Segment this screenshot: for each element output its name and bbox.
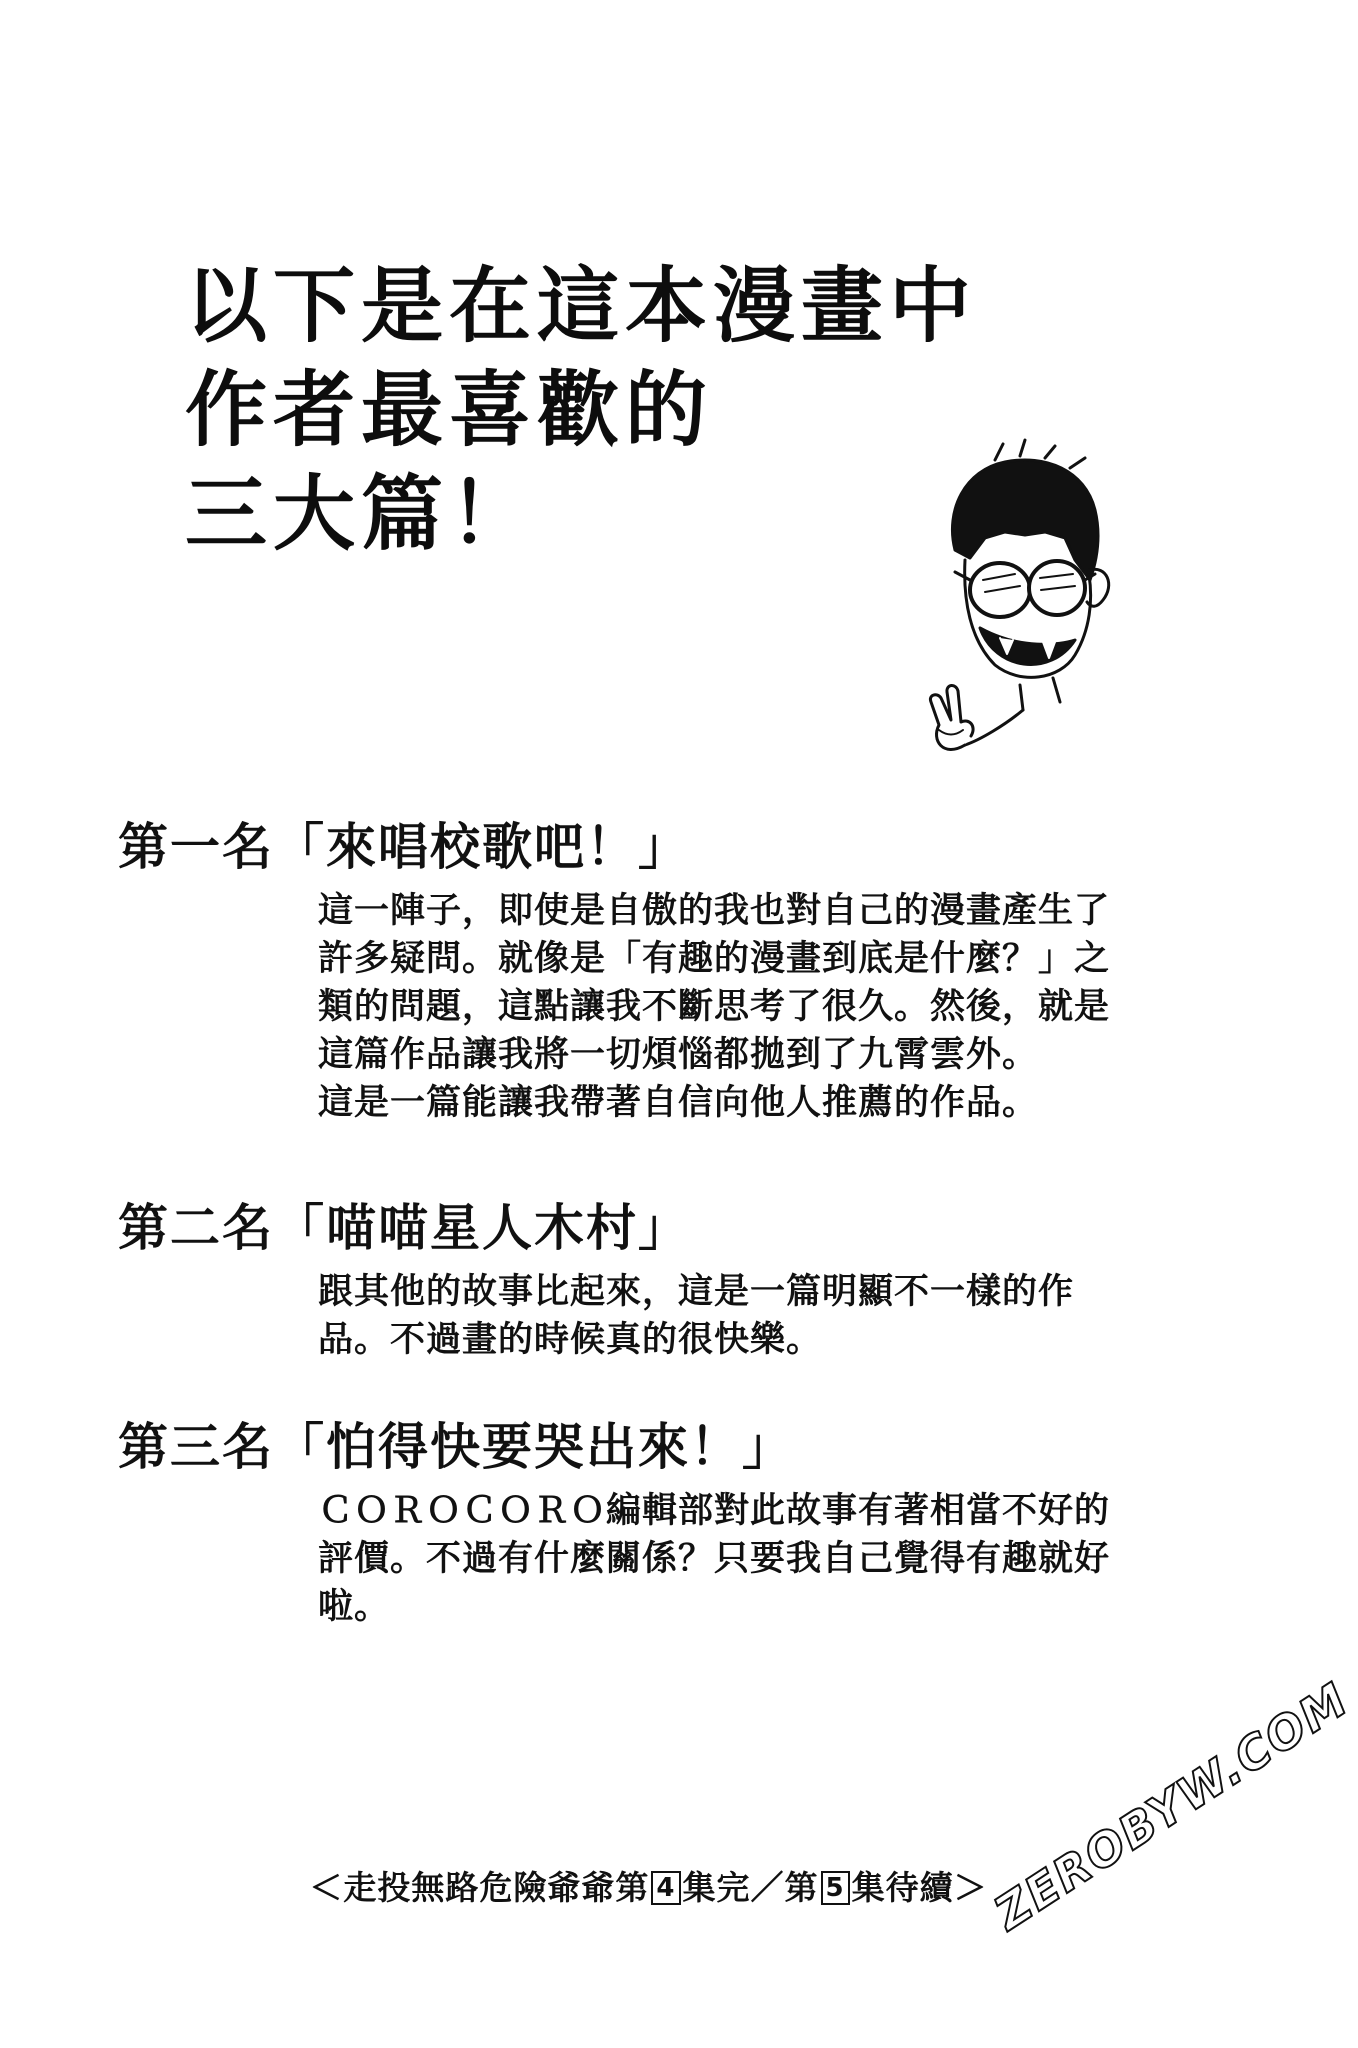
rank-description-2 bbox=[318, 1268, 1168, 1364]
description-line: 品。不過畫的時候真的很快樂。 bbox=[318, 1320, 823, 1360]
ranking-entry-1 bbox=[118, 815, 1188, 1127]
footer-mid: 集完／第 bbox=[682, 1868, 819, 1907]
description-line: ＣＯＲＯＣＯＲＯ編輯部對此故事有著相當不好的 bbox=[318, 1491, 1111, 1531]
description-line: 啦。 bbox=[318, 1587, 391, 1627]
ranking-entry-2 bbox=[118, 1196, 1188, 1364]
rank-title-2: 第二名「喵喵星人木村」 bbox=[118, 1199, 690, 1257]
rank-title-1: 第一名「來唱校歌吧！」 bbox=[118, 818, 690, 876]
footer-prefix: ＜走投無路危險爺爺第 bbox=[309, 1868, 650, 1907]
ranking-entry-3 bbox=[118, 1415, 1188, 1631]
footer-suffix: 集待續＞ bbox=[851, 1868, 988, 1907]
rank-description-1 bbox=[318, 887, 1168, 1127]
headline-line-1: 以下是在這本漫畫中 bbox=[185, 259, 978, 354]
description-line: 類的問題，這點讓我不斷思考了很久。然後，就是 bbox=[318, 987, 1111, 1027]
description-line: 許多疑問。就像是「有趣的漫畫到底是什麼？」之 bbox=[318, 939, 1111, 979]
current-volume-number: 4 bbox=[651, 1871, 680, 1905]
description-line: 評價。不過有什麼關係？只要我自己覺得有趣就好 bbox=[318, 1539, 1111, 1579]
author-caricature-icon bbox=[925, 440, 1125, 770]
headline-line-2: 作者最喜歡的 bbox=[185, 363, 714, 458]
description-line: 這是一篇能讓我帶著自信向他人推薦的作品。 bbox=[318, 1083, 1039, 1123]
headline bbox=[185, 255, 1005, 567]
description-line: 這篇作品讓我將一切煩惱都拋到了九霄雲外。 bbox=[318, 1035, 1039, 1075]
description-line: 這一陣子，即使是自傲的我也對自己的漫畫產生了 bbox=[318, 891, 1111, 931]
watermark-text: ZEROBYW.COM bbox=[985, 1671, 1358, 1941]
description-line: 跟其他的故事比起來，這是一篇明顯不一樣的作 bbox=[318, 1272, 1075, 1312]
headline-line-3: 三大篇！ bbox=[185, 467, 538, 562]
next-volume-number: 5 bbox=[821, 1871, 850, 1905]
rank-description-3 bbox=[318, 1487, 1168, 1631]
rank-title-3: 第三名「怕得快要哭出來！」 bbox=[118, 1418, 794, 1476]
